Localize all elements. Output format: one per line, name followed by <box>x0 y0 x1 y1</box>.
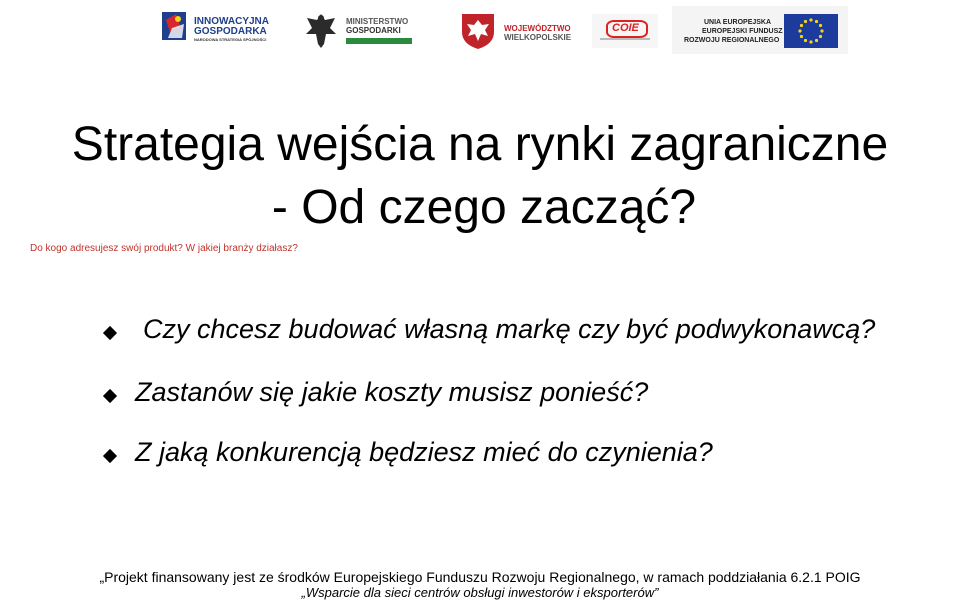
ig-line2: GOSPODARKA <box>194 26 267 37</box>
coie-line <box>600 38 650 40</box>
mg-line2: GOSPODARKI <box>346 26 401 35</box>
bullet-text: Z jaką konkurencją będziesz mieć do czynienia? <box>135 437 713 467</box>
ue-line2: EUROPEJSKI FUNDUSZ <box>702 28 783 35</box>
eagle-emblem-icon <box>302 10 340 50</box>
bullet-text: Zastanów się jakie koszty musisz ponieść? <box>135 377 649 407</box>
bullet-text: Czy chcesz budować własną markę czy być podwykonawcą? <box>143 314 876 344</box>
mg-line1: MINISTERSTWO <box>346 17 409 26</box>
wielkopolska-shield-icon <box>460 12 496 50</box>
ue-line3: ROZWOJU REGIONALNEGO <box>684 37 780 44</box>
ig-line1: INNOWACYJNA <box>194 16 270 27</box>
ig-line3: NARODOWA STRATEGIA SPÓJNOŚCI <box>194 37 267 42</box>
footer-project-name: „Wsparcie dla sieci centrów obsługi inwestorów i eksporterów” <box>301 585 659 600</box>
eu-flag-icon <box>784 14 838 48</box>
coie-logo <box>592 14 658 48</box>
innowacyjna-emblem-icon <box>160 10 190 44</box>
diamond-bullet-icon <box>103 326 117 340</box>
slide-title-line1: Strategia wejścia na rynki zagraniczne <box>71 118 889 171</box>
ministerstwo-gospodarki-logo <box>302 10 412 52</box>
unia-europejska-logo <box>672 6 848 54</box>
mg-green-bar <box>346 38 412 44</box>
ue-line1: UNIA EUROPEJSKA <box>704 19 772 26</box>
slide-subtitle: Do kogo adresujesz swój produkt? W jakiej branży działasz? <box>30 243 298 254</box>
coie-label: COIE <box>612 22 639 34</box>
ww-line1: WOJEWÓDZTWO <box>504 24 571 33</box>
diamond-bullet-icon <box>103 449 117 463</box>
logo-strip <box>0 0 960 58</box>
wojewodztwo-wielkopolskie-logo <box>460 12 575 50</box>
diamond-bullet-icon <box>103 389 117 403</box>
ww-line2: WIELKOPOLSKIE <box>504 33 572 42</box>
innowacyjna-gospodarka-logo <box>160 10 275 46</box>
footer-funding-note: „Projekt finansowany jest ze środków Europejskiego Funduszu Rozwoju Regionalnego, w ramach poddziałania 6.2.1 POIG <box>99 569 861 585</box>
slide-title-line2: - Od czego zacząć? <box>271 181 697 234</box>
